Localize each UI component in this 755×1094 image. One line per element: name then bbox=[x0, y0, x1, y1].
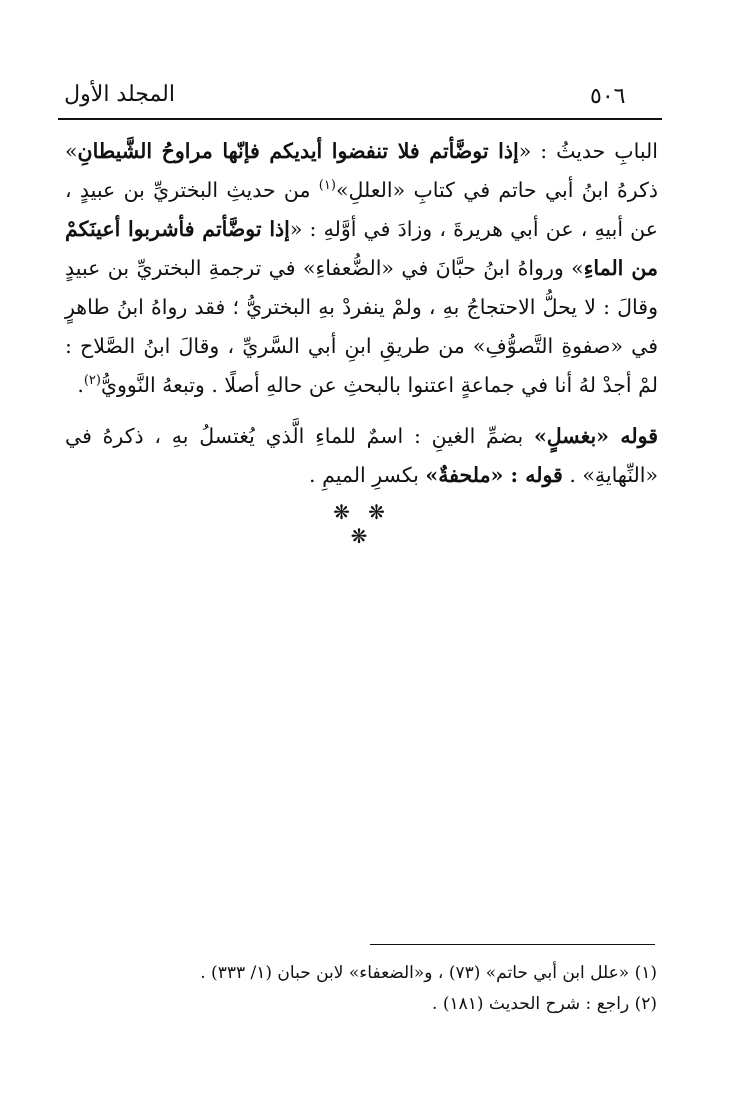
paragraph-2 bbox=[65, 417, 658, 495]
section-separator: ❋ ❋ ❋ bbox=[333, 500, 391, 548]
text-span: » ذكرهُ ابنُ أبي حاتم في كتابِ «العللِ» bbox=[65, 139, 658, 202]
footnote-1: (١) «علل ابن أبي حاتم» (٧٣) ، و«الضعفاء» لابن حبان (١/ ٣٣٣) . bbox=[200, 963, 657, 983]
footnote-ref-2[interactable]: (٢) bbox=[83, 373, 101, 389]
term-label-1: قوله «بغسلٍ» bbox=[533, 424, 659, 448]
footnote-2: (٢) راجع : شرح الحديث (١٨١) . bbox=[432, 994, 657, 1014]
footnote-rule bbox=[370, 944, 655, 945]
footnote-ref-1[interactable]: (١) bbox=[318, 178, 336, 194]
text-span: بضمِّ الغينِ : اسمٌ للماءِ الَّذي يُغتسلُ بهِ ، ذكرهُ في «النِّهايةِ» . bbox=[65, 424, 658, 487]
header-rule bbox=[58, 118, 662, 120]
text-span: من حديثِ البختريِّ بن عبيدٍ ، عن أبيهِ ، عن أبي هريرةَ ، وزادَ في أوَّلهِ : « bbox=[65, 178, 658, 241]
text-span: . bbox=[77, 373, 84, 397]
text-span: البابِ حديثُ : « bbox=[518, 139, 658, 163]
hadith-text-1: إذا توضَّأتم فلا تنفضوا أيديكم فإنّها مراوحُ الشَّيطانِ bbox=[77, 139, 519, 163]
term-label-2: قوله : «ملحفةٌ» bbox=[425, 463, 563, 487]
hadith-text-2: إذا توضَّأتم فأشربوا أعينَكمْ من الماءِ bbox=[65, 217, 658, 280]
text-span: » ورواهُ ابنُ حبَّانَ في «الضُّعفاءِ» في ترجمةِ البختريِّ بن عبيدٍ وقالَ : لا يحلُّ الاحتجاجُ بهِ ، ولمْ ينفردْ بهِ البختريُّ ؛ فقد رواهُ ابنُ طاهرٍ في «صفوةِ التَّصوُّفِ» من طريقِ ابنِ أبي السَّريِّ ، وقالَ ابنُ الصَّلاح : لمْ أجدْ لهُ أنا في جماعةٍ اعتنوا بالبحثِ عن حالهِ أصلًا . وتبعهُ النَّوويُّ bbox=[65, 256, 658, 397]
volume-title: المجلد الأول bbox=[64, 82, 175, 107]
paragraph-1 bbox=[65, 132, 658, 405]
text-span: بكسرِ الميمِ . bbox=[309, 463, 426, 487]
main-text bbox=[65, 132, 658, 495]
page-number: ٥٠٦ bbox=[590, 84, 626, 109]
page-header bbox=[60, 82, 660, 122]
footnotes bbox=[60, 958, 657, 1020]
